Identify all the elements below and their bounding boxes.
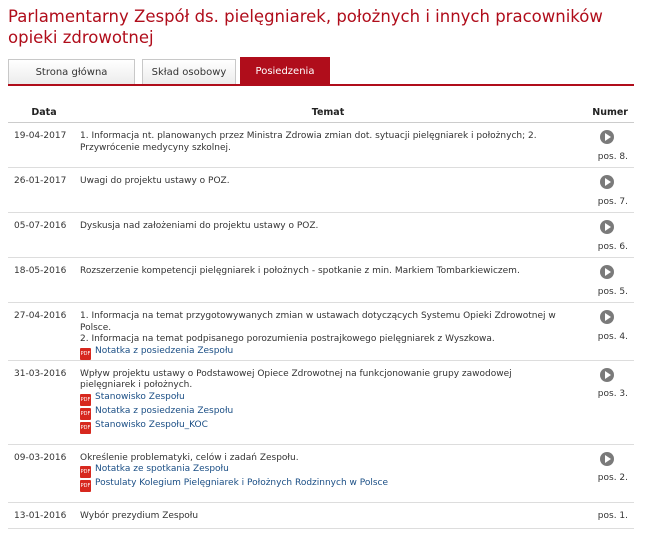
pdf-document-label: Stanowisko Zespołu — [95, 391, 185, 402]
pdf-icon: PDF — [80, 408, 91, 420]
session-number: pos. 2. — [597, 473, 628, 483]
page-title: Parlamentarny Zespół ds. pielęgniarek, położnych i innych pracowników opieki zdrowotnej — [8, 7, 603, 47]
pdf-icon: PDF — [80, 466, 91, 478]
table-row — [8, 123, 634, 168]
row-number — [576, 303, 634, 361]
pdf-document-link[interactable] — [80, 420, 566, 434]
play-icon[interactable] — [600, 130, 614, 144]
pdf-document-link[interactable] — [80, 346, 566, 360]
session-number: pos. 8. — [597, 151, 628, 162]
table-row — [8, 502, 634, 528]
row-number — [576, 502, 634, 528]
tab-strona-glowna[interactable]: Strona główna — [8, 59, 135, 84]
row-topic-line: 1. Informacja na temat przygotowywanych zmian w ustawach dotyczących Systemu Opieki Zdrowotnej w Polsce. — [80, 311, 556, 333]
row-number — [576, 123, 634, 168]
row-topic: 1. Informacja nt. planowanych przez Ministra Zdrowia zmian dot. sytuacji pielęgniarek i położnych; 2. Przywrócenie medycyny szkolnej. — [80, 123, 576, 168]
pdf-icon: PDF — [80, 422, 91, 434]
row-date: 27-04-2016 — [8, 303, 80, 361]
session-number: pos. 6. — [597, 241, 628, 252]
pdf-document-link[interactable] — [80, 406, 566, 420]
row-topic: Rozszerzenie kompetencji pielęgniarek i położnych - spotkanie z min. Markiem Tombarkiewiczem. — [80, 258, 576, 303]
session-number: pos. 7. — [597, 196, 628, 207]
row-date: 19-04-2017 — [8, 123, 80, 168]
column-header-date: Data — [8, 102, 80, 123]
session-number: pos. 1. — [597, 510, 628, 521]
play-icon[interactable] — [600, 452, 614, 466]
table-row — [8, 258, 634, 303]
column-header-topic: Temat — [80, 102, 576, 123]
pdf-document-label: Notatka z posiedzenia Zespołu — [95, 405, 234, 416]
play-icon[interactable] — [600, 368, 614, 382]
row-topic-text: Wpływ projektu ustawy o Podstawowej Opiece Zdrowotnej na funkcjonowanie grupy zawodowej pielęgniarek i położnych. — [80, 368, 512, 390]
row-topic-line: 2. Informacja na temat podpisanego porozumienia postrajkowego pielęgniarek z Wyszkowa. — [80, 334, 495, 344]
pdf-document-link[interactable] — [80, 392, 566, 406]
tab-posiedzenia[interactable]: Posiedzenia — [240, 57, 330, 84]
play-icon[interactable] — [600, 265, 614, 279]
play-icon[interactable] — [600, 220, 614, 234]
row-date: 26-01-2017 — [8, 168, 80, 213]
pdf-icon: PDF — [80, 348, 91, 360]
row-date: 18-05-2016 — [8, 258, 80, 303]
session-number: pos. 3. — [597, 389, 628, 399]
pdf-document-label: Notatka ze spotkania Zespołu — [95, 464, 229, 474]
row-date: 09-03-2016 — [8, 444, 80, 502]
row-topic — [80, 303, 576, 361]
pdf-document-label: Stanowisko Zespołu_KOC — [95, 419, 208, 430]
row-number — [576, 258, 634, 303]
table-row — [8, 303, 634, 361]
table-row — [8, 213, 634, 258]
row-number — [576, 444, 634, 502]
tab-bar — [8, 56, 634, 86]
session-number: pos. 5. — [597, 286, 628, 297]
table-header-row — [8, 102, 634, 123]
play-icon[interactable] — [600, 310, 614, 324]
row-topic — [80, 444, 576, 502]
row-number — [576, 213, 634, 258]
session-number: pos. 4. — [597, 331, 628, 342]
row-date: 05-07-2016 — [8, 213, 80, 258]
column-header-number: Numer — [576, 102, 634, 123]
pdf-document-link[interactable] — [80, 464, 566, 478]
row-topic: Wybór prezydium Zespołu — [80, 502, 576, 528]
row-number — [576, 168, 634, 213]
play-icon[interactable] — [600, 175, 614, 189]
pdf-document-label: Notatka z posiedzenia Zespołu — [95, 345, 234, 356]
table-row — [8, 360, 634, 444]
row-date: 31-03-2016 — [8, 360, 80, 444]
table-row — [8, 168, 634, 213]
tab-sklad-osobowy[interactable]: Skład osobowy — [142, 59, 236, 84]
row-topic: Uwagi do projektu ustawy o POZ. — [80, 168, 576, 213]
row-date: 13-01-2016 — [8, 502, 80, 528]
pdf-document-link[interactable] — [80, 478, 566, 492]
row-topic-text: Określenie problematyki, celów i zadań Zespołu. — [80, 452, 299, 463]
table-row — [8, 444, 634, 502]
sessions-table — [8, 102, 634, 529]
row-topic — [80, 360, 576, 444]
row-number — [576, 360, 634, 444]
row-topic: Dyskusja nad założeniami do projektu ustawy o POZ. — [80, 213, 576, 258]
pdf-icon: PDF — [80, 394, 91, 406]
pdf-document-label: Postulaty Kolegium Pielęgniarek i Położnych Rodzinnych w Polsce — [95, 478, 389, 488]
pdf-icon: PDF — [80, 480, 91, 492]
